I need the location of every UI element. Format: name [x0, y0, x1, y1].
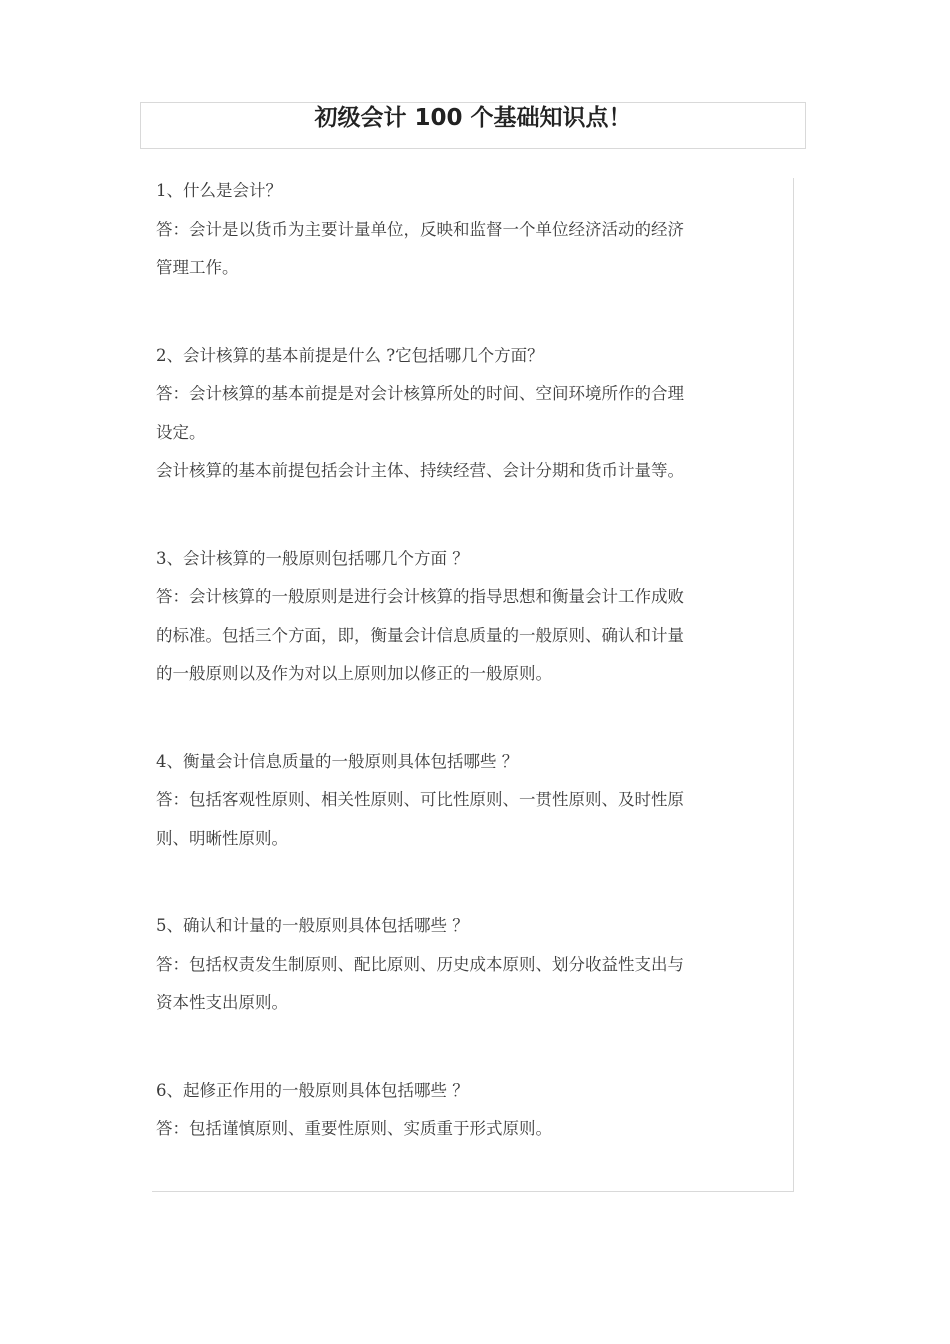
- answer-6-line-1: 答：包括谨慎原则、重要性原则、实质重于形式原则。: [156, 1119, 552, 1138]
- title-box: [140, 102, 806, 149]
- qa-item-5: [156, 907, 776, 1023]
- qa-item-6: [156, 1072, 776, 1149]
- document-body: [156, 172, 776, 1198]
- answer-4-line-1: 答：包括客观性原则、相关性原则、可比性原则、一贯性原则、及时性原: [156, 790, 684, 809]
- answer-2-line-3: 会计核算的基本前提包括会计主体、持续经营、会计分期和货币计量等。: [156, 461, 684, 480]
- question-6: 6、起修正作用的一般原则具体包括哪些 ？: [156, 1080, 469, 1100]
- question-1: 1、什么是会计？: [156, 181, 282, 200]
- answer-4-line-2: 则、明晰性原则。: [156, 828, 288, 848]
- answer-5-line-1: 答：包括权责发生制原则、配比原则、历史成本原则、划分收益性支出与: [156, 954, 684, 974]
- qa-item-1: [156, 172, 776, 288]
- answer-2-line-1: 答：会计核算的基本前提是对会计核算所处的时间、空间环境所作的合理: [156, 384, 684, 403]
- qa-item-3: [156, 540, 776, 694]
- answer-3-line-1: 答：会计核算的一般原则是进行会计核算的指导思想和衡量会计工作成败: [156, 587, 684, 606]
- question-5: 5、确认和计量的一般原则具体包括哪些 ？: [156, 916, 469, 935]
- answer-1-line-2: 管理工作。: [156, 258, 239, 277]
- qa-item-2: [156, 337, 776, 491]
- answer-3-line-2: 的标准。包括三个方面，即，衡量会计信息质量的一般原则、确认和计量: [156, 625, 684, 645]
- answer-2-line-2: 设定。: [156, 422, 206, 442]
- document-title: 初级会计 100 个基础知识点！: [314, 105, 632, 131]
- answer-3-line-3: 的一般原则以及作为对以上原则加以修正的一般原则。: [156, 664, 552, 683]
- qa-item-4: [156, 743, 776, 859]
- question-4: 4、衡量会计信息质量的一般原则具体包括哪些 ？: [156, 751, 519, 771]
- answer-5-line-2: 资本性支出原则。: [156, 993, 288, 1012]
- question-2: 2、会计核算的基本前提是什么 ?它包括哪几个方面？: [156, 345, 544, 365]
- answer-1-line-1: 答：会计是以货币为主要计量单位，反映和监督一个单位经济活动的经济: [156, 219, 684, 239]
- question-3: 3、会计核算的一般原则包括哪几个方面 ？: [156, 548, 469, 568]
